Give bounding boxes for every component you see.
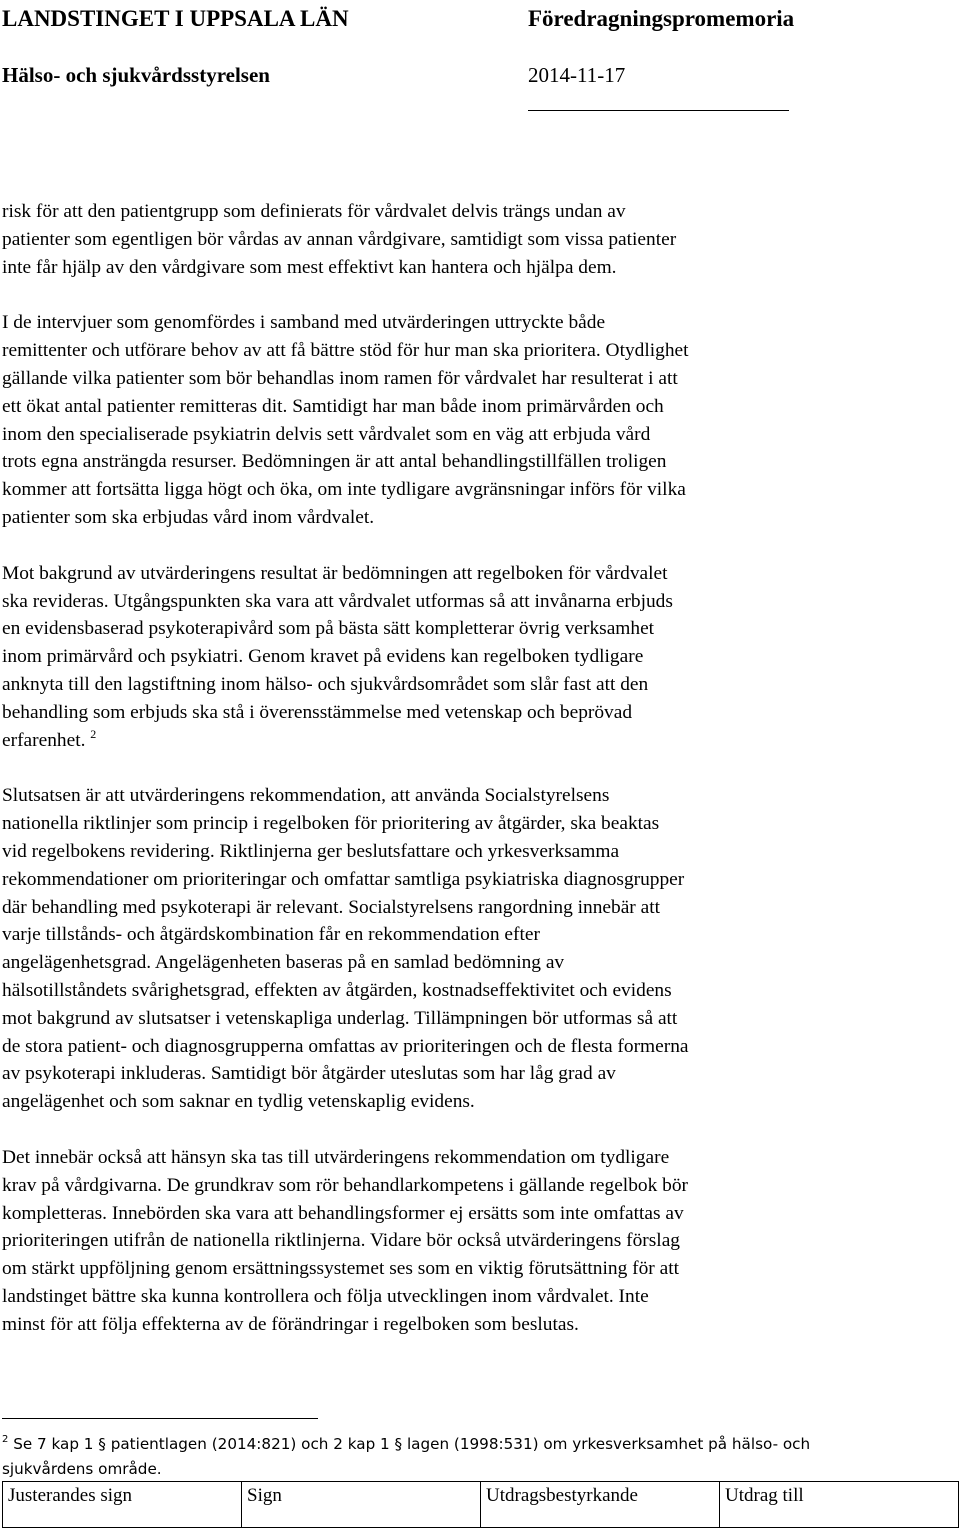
text-line: inom primärvård och psykiatri. Genom kravet på evidens kan regelboken tydligare [2, 646, 644, 668]
text-line: hälsotillståndets svårighetsgrad, effekten av åtgärden, kostnadseffektivitet och evidens [2, 979, 672, 1001]
text-line: patienter som egentligen bör vårdas av annan vårdgivare, samtidigt som vissa patienter [2, 228, 677, 250]
text-line: risk för att den patientgrupp som definierats för vårdvalet delvis trängs undan av [2, 201, 626, 222]
text-line: ett ökat antal patienter remitteras dit. Samtidigt har man både inom primärvården och [2, 395, 664, 417]
text-line: nationella riktlinjer som princip i regelboken för prioritering av åtgärder, ska beaktas [2, 813, 660, 835]
text-line: där behandling med psykoterapi är relevant. Socialstyrelsens rangordning innebär att [2, 896, 660, 918]
footnote-marker: 2 [2, 1434, 9, 1445]
paragraph-gap [2, 1116, 860, 1144]
text-line: erfarenhet. [2, 729, 86, 751]
text-line: inom den specialiserade psykiatrin delvis sett vårdvalet som en väg att erbjuda vård [2, 423, 651, 445]
document-body [2, 198, 860, 1338]
text-line: Mot bakgrund av utvärderingens resultat är bedömningen att regelboken för vårdvalet [2, 562, 668, 584]
text-line: ska revideras. Utgångspunkten ska vara att vårdvalet utformas så att invånarna erbjuds [2, 590, 673, 612]
text-line: remittenter och utförare behov av att få bättre stöd för hur man ska prioritera. Otydlighet [2, 340, 689, 362]
text-line: om stärkt uppföljning genom ersättningssystemet ses som en viktig förutsättning för att [2, 1258, 679, 1280]
text-line: behandling som erbjuds ska stå i överensstämmelse med vetenskap och beprövad [2, 701, 633, 723]
text-line: mot bakgrund av slutsatser i vetenskapliga underlag. Tillämpningen bör utformas så att [2, 1007, 678, 1029]
text-line: I de intervjuer som genomfördes i samband med utvärderingen uttryckte både [2, 312, 606, 334]
text-line: Det innebär också att hänsyn ska tas till utvärderingens rekommendation om tydligare [2, 1146, 670, 1168]
text-line: trots egna ansträngda resurser. Bedömningen är att antal behandlingstillfällen troligen [2, 451, 667, 473]
text-line: av psykoterapi inkluderas. Samtidigt bör åtgärder uteslutas som har låg grad av [2, 1063, 616, 1085]
header-rule [528, 110, 789, 111]
footnote [2, 1432, 882, 1482]
text-line: patienter som ska erbjudas vård inom vårdvalet. [2, 506, 375, 528]
organization-name: LANDSTINGET I UPPSALA LÄN [2, 6, 349, 31]
document-date: 2014-11-17 [528, 63, 626, 87]
text-line: angelägenhet och som saknar en tydlig vetenskaplig evidens. [2, 1091, 475, 1113]
paragraph-gap [2, 754, 860, 782]
text-line: de stora patient- och diagnosgrupperna omfattas av prioriteringen och de flesta formerna [2, 1035, 689, 1057]
text-line: minst för att följa effekterna av de förändringar i regelboken som beslutas. [2, 1313, 579, 1335]
paragraph-gap [2, 532, 860, 560]
text-line: gällande vilka patienter som bör behandlas inom ramen för vårdvalet har resulterat i att [2, 367, 678, 389]
footnote-reference[interactable]: 2 [90, 726, 97, 741]
text-line: krav på vårdgivarna. De grundkrav som rör behandlarkompetens i gällande regelbok bör [2, 1174, 688, 1196]
text-line: landstinget bättre ska kunna kontrollera och följa utvecklingen inom vårdvalet. Inte [2, 1285, 649, 1307]
text-line: en evidensbaserad psykoterapivård som på bästa sätt kompletterar övrig verksamhet [2, 618, 655, 640]
text-line: varje tillstånds- och åtgärdskombination får en rekommendation efter [2, 924, 540, 946]
signature-cell-justerandes-sign: Justerandes sign [3, 1482, 242, 1527]
text-line: rekommendationer om prioriteringar och omfattar samtliga psykiatriska diagnosgrupper [2, 868, 685, 890]
text-line: prioriteringen utifrån de nationella riktlinjerna. Vidare bör också utvärderingens förslag [2, 1230, 680, 1252]
text-line: kommer att fortsätta ligga högt och öka, om inte tydligare avgränsningar införs för vilka [2, 479, 686, 501]
text-line-with-footnote [2, 727, 860, 755]
signature-table [2, 1481, 959, 1528]
footnote-line [2, 1432, 882, 1457]
paragraph [2, 560, 860, 755]
footnote-separator [2, 1418, 318, 1419]
footnote-line: sjukvårdens område. [2, 1460, 162, 1478]
paragraph [2, 309, 860, 531]
text-line: vid regelbokens revidering. Riktlinjerna ger beslutsfattare och yrkesverksamma [2, 840, 620, 862]
paragraph-gap [2, 281, 860, 309]
text-line: inte får hjälp av den vårdgivare som mest effektivt kan hantera och hjälpa dem. [2, 256, 617, 278]
paragraph [2, 782, 860, 1116]
signature-cell-sign: Sign [242, 1482, 481, 1527]
text-line: angelägenhetsgrad. Angelägenheten baseras på en samlad bedömning av [2, 952, 565, 974]
signature-cell-utdragsbestyrkande: Utdragsbestyrkande [481, 1482, 720, 1527]
board-name: Hälso- och sjukvårdsstyrelsen [2, 63, 270, 87]
signature-cell-utdrag-till: Utdrag till [725, 1485, 804, 1506]
paragraph [2, 1144, 860, 1339]
text-line: anknyta till den lagstiftning inom hälso- och sjukvårdsområdet som slår fast att den [2, 673, 649, 695]
text-line: kompletteras. Innebörden ska vara att behandlingsformer ej ersätts som inte omfattas av [2, 1202, 684, 1224]
footnote-text: Se 7 kap 1 § patientlagen (2014:821) och 2 kap 1 § lagen (1998:531) om yrkesverksamhet på hälso- och [13, 1435, 811, 1453]
paragraph [2, 198, 860, 281]
text-line: Slutsatsen är att utvärderingens rekommendation, att använda Socialstyrelsens [2, 785, 610, 807]
document-type: Föredragningspromemoria [528, 6, 795, 31]
